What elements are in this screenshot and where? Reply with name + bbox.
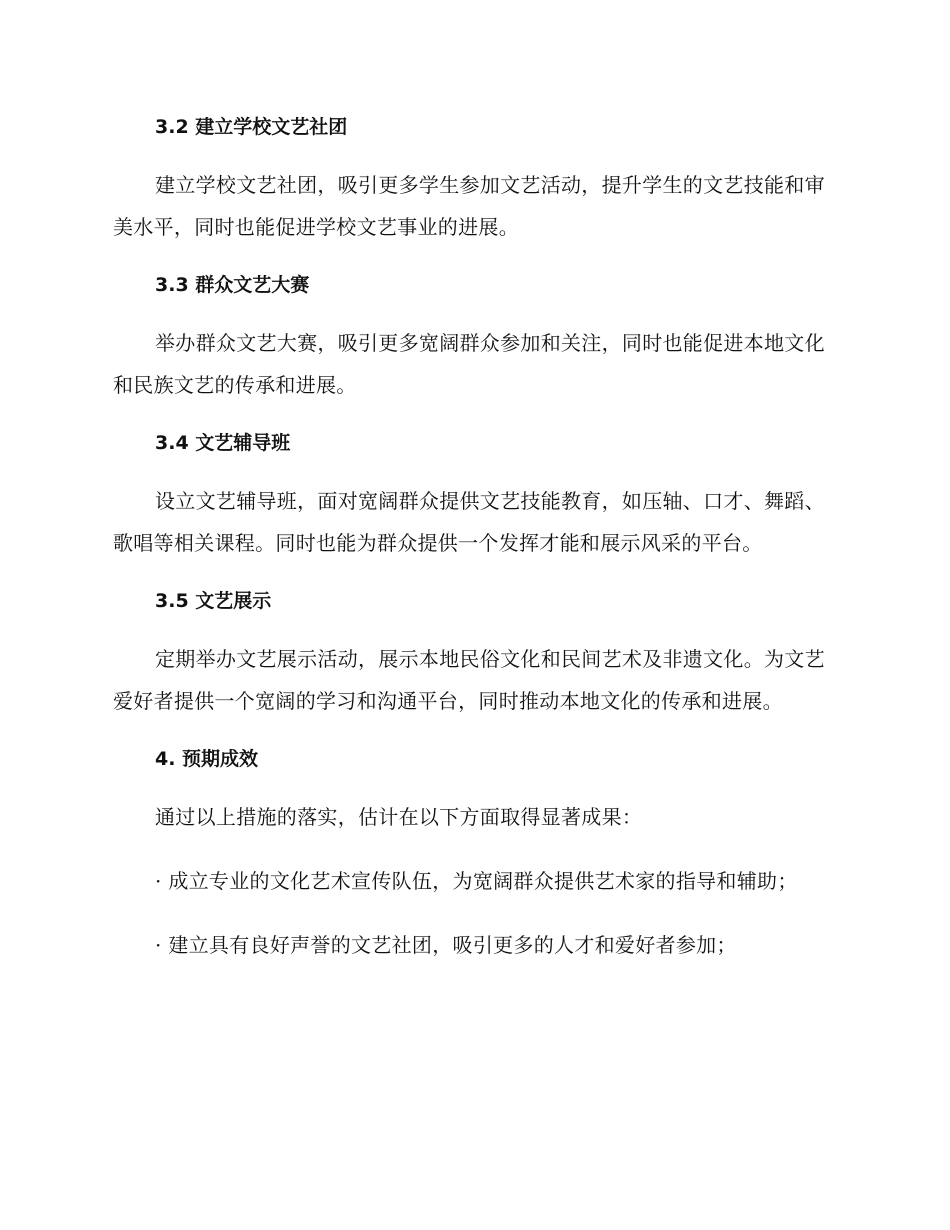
bullet-item: · 建立具有良好声誉的文艺社团，吸引更多的人才和爱好者参加； — [155, 933, 737, 957]
section-heading-3-4: 3.4 文艺辅导班 — [155, 432, 291, 454]
section-paragraph-4: 通过以上措施的落实，估计在以下方面取得显著成果： — [155, 805, 643, 829]
bullet-item: · 成立专业的文化艺术宣传队伍，为宽阔群众提供艺术家的指导和辅助； — [155, 869, 798, 893]
section-paragraph-3-5: 定期举办文艺展示活动，展示本地民俗文化和民间艺术及非遗文化。为文艺爱好者提供一个宽阔的学习和沟通平台，同时推动本地文化的传承和进展。 — [113, 647, 825, 713]
document-body — [113, 112, 833, 988]
section-heading-3-2: 3.2 建立学校文艺社团 — [155, 116, 348, 138]
section-paragraph-3-2: 建立学校文艺社团，吸引更多学生参加文艺活动，提升学生的文艺技能和审美水平，同时也能促进学校文艺事业的进展。 — [113, 173, 825, 239]
section-heading-3-5: 3.5 文艺展示 — [155, 590, 272, 612]
section-paragraph-3-4: 设立文艺辅导班，面对宽阔群众提供文艺技能教育，如压轴、口才、舞蹈、歌唱等相关课程。同时也能为群众提供一个发挥才能和展示风采的平台。 — [113, 489, 825, 555]
section-heading-3-3: 3.3 群众文艺大赛 — [155, 274, 310, 296]
section-heading-4: 4. 预期成效 — [155, 748, 259, 770]
section-paragraph-3-3: 举办群众文艺大赛，吸引更多宽阔群众参加和关注，同时也能促进本地文化和民族文艺的传承和进展。 — [113, 331, 825, 397]
